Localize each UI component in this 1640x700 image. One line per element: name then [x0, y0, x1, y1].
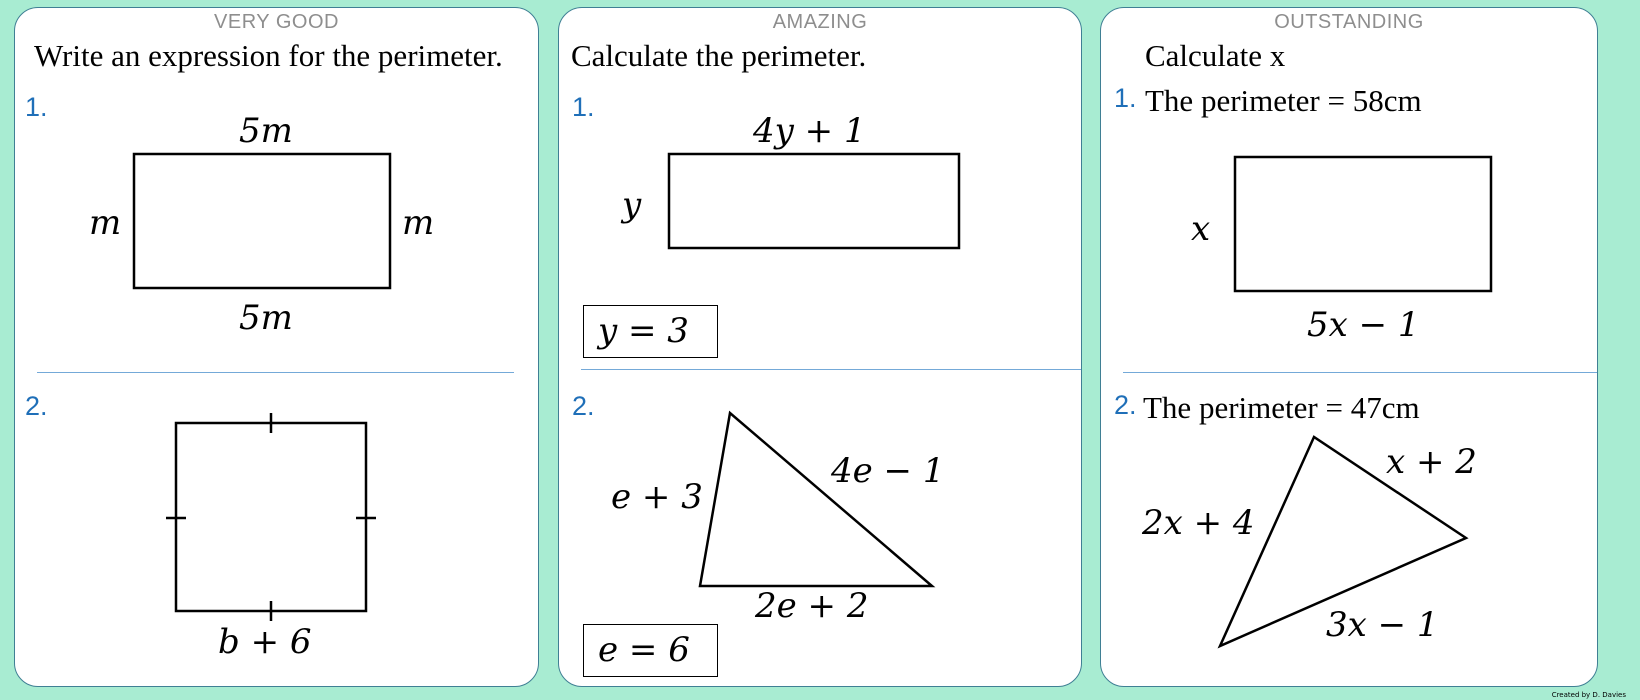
panel-3-shapes: [1101, 8, 1597, 686]
side-label-left: x: [1191, 209, 1211, 249]
rectangle-shape: [134, 154, 390, 288]
instruction: Calculate the perimeter.: [571, 38, 867, 73]
question-number-2: 2.: [572, 391, 595, 421]
panel-amazing: [558, 7, 1082, 687]
rectangle-shape: [669, 154, 959, 248]
question-number-1: 1.: [572, 92, 595, 122]
rectangle-shape: [1235, 157, 1491, 291]
side-label-bottom: 5m: [239, 298, 293, 338]
side-label-bottom: b + 6: [218, 622, 312, 662]
square-shape: [176, 423, 366, 611]
side-label-left: 2x + 4: [1142, 503, 1255, 543]
side-label-bottom: 5x − 1: [1307, 305, 1420, 345]
side-label-top: 5m: [239, 111, 293, 151]
level-label: VERY GOOD: [214, 11, 339, 33]
question-number-1: 1.: [1114, 83, 1137, 113]
side-label-right: m: [402, 203, 435, 243]
side-label-left: e + 3: [611, 477, 703, 517]
side-label-left: m: [89, 203, 122, 243]
side-label-bottom: 3x − 1: [1326, 605, 1439, 645]
side-label-right: 4e − 1: [831, 451, 945, 491]
level-label: OUTSTANDING: [1274, 11, 1424, 33]
panel-very-good: [14, 7, 539, 687]
triangle-shape: [700, 413, 932, 586]
credit-text: Created by D. Davies: [1551, 691, 1626, 699]
side-label-left: y: [622, 185, 642, 225]
given-value-box: e = 6: [583, 624, 718, 677]
instruction: Write an expression for the perimeter.: [34, 38, 503, 73]
question-number-1: 1.: [25, 92, 48, 122]
perimeter-statement: The perimeter = 47cm: [1143, 390, 1420, 425]
side-label-top: 4y + 1: [753, 111, 866, 151]
given-value-box: y = 3: [583, 305, 718, 358]
perimeter-statement: The perimeter = 58cm: [1145, 83, 1422, 118]
panel-outstanding: [1100, 7, 1598, 687]
question-number-2: 2.: [1114, 390, 1137, 420]
side-label-right: x + 2: [1386, 442, 1477, 482]
panel-1-shapes: [15, 8, 538, 686]
side-label-bottom: 2e + 2: [755, 586, 869, 626]
divider: [1123, 372, 1598, 373]
divider: [37, 372, 514, 373]
question-number-2: 2.: [25, 391, 48, 421]
level-label: AMAZING: [772, 11, 868, 33]
instruction: Calculate x: [1145, 38, 1286, 73]
divider: [581, 369, 1082, 370]
